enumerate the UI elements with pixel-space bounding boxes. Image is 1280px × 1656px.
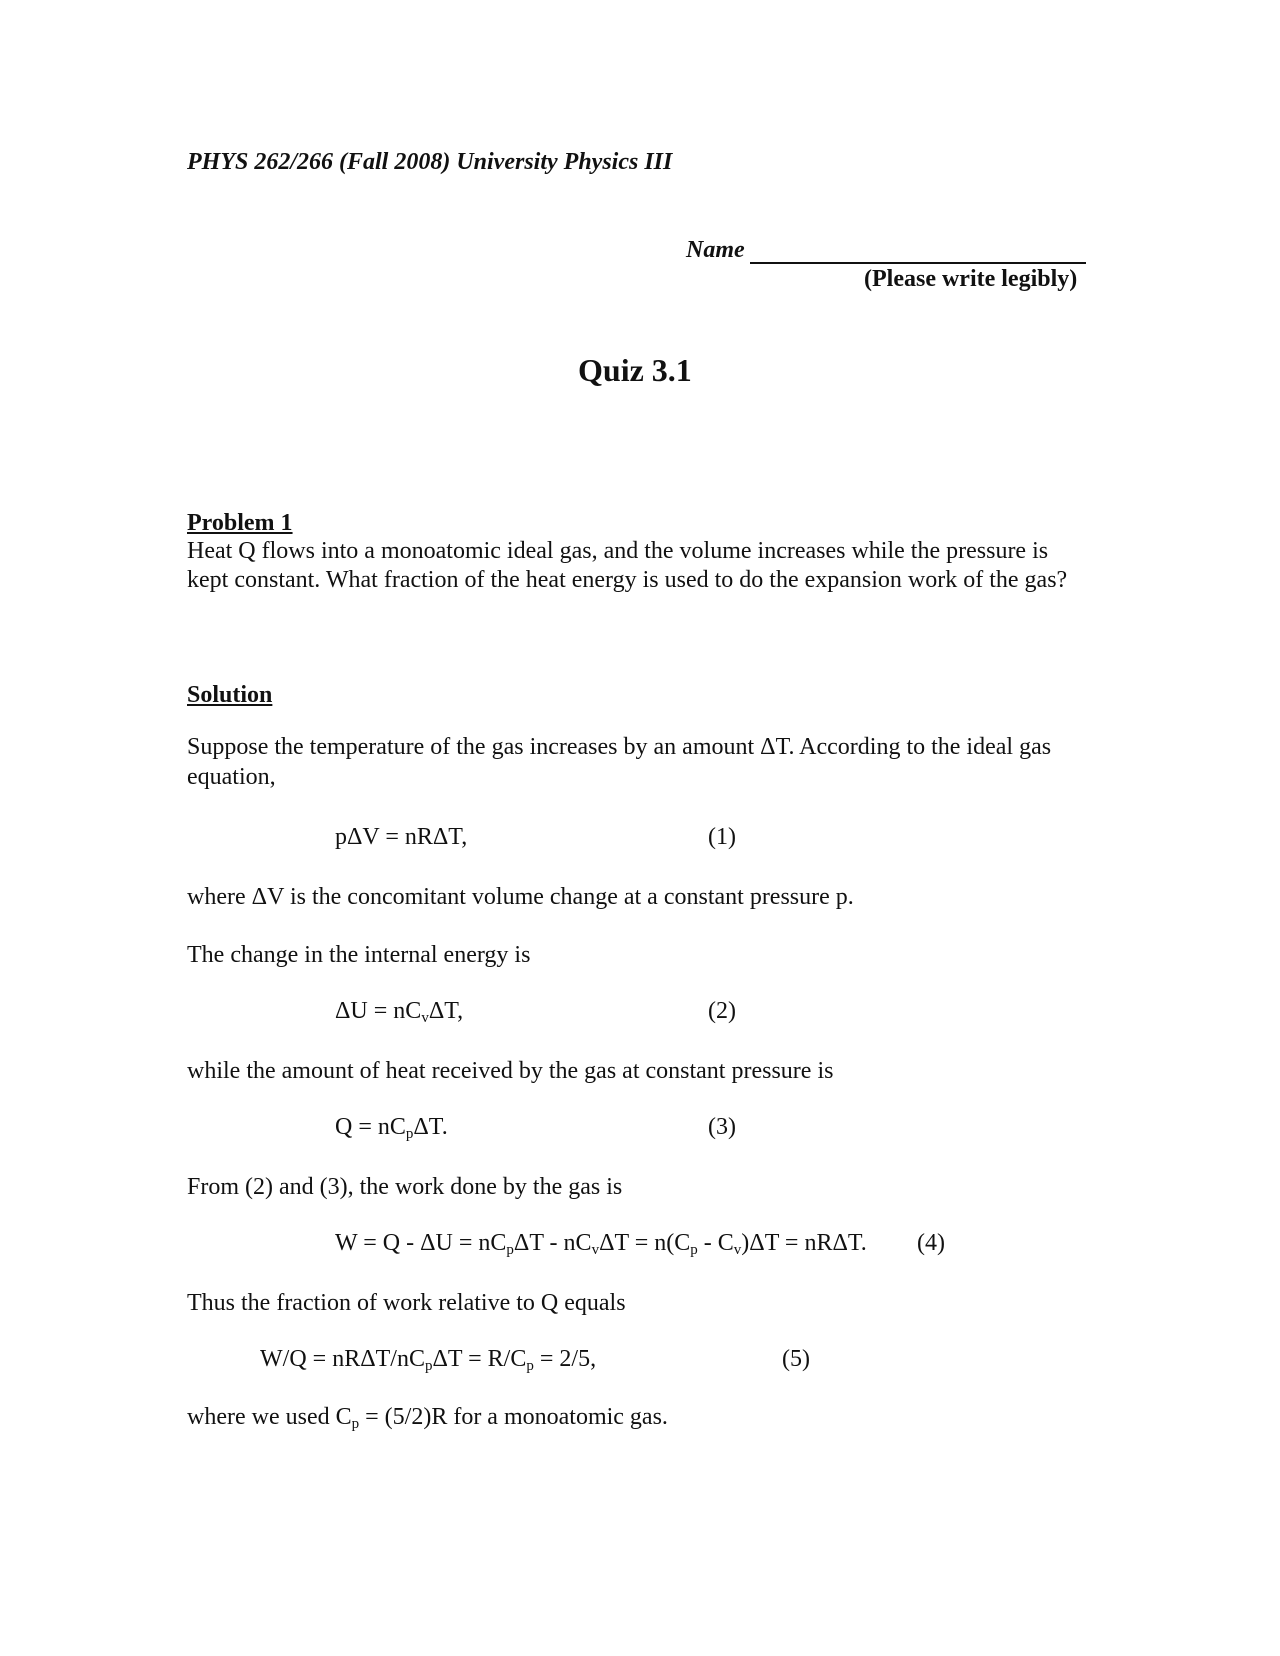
solution-paragraph-2: where ΔV is the concomitant volume change at a constant pressure p.	[187, 884, 854, 910]
problem-heading: Problem 1	[187, 510, 293, 536]
equation-3-number: (3)	[708, 1114, 736, 1140]
equation-2: $\Delta U = nC_v\Delta T$,	[335, 998, 464, 1026]
solution-paragraph-3: The change in the internal energy is	[187, 942, 531, 968]
legibly-note: (Please write legibly)	[864, 266, 1078, 292]
solution-paragraph-7: where we used $C_p = (5/2)R$ for a monoatomic gas.	[187, 1404, 668, 1432]
solution-paragraph-4: while the amount of heat received by the gas at constant pressure is	[187, 1058, 834, 1084]
solution-paragraph-1: Suppose the temperature of the gas increases by an amount ΔT. According to the ideal gas equation,	[187, 734, 1052, 790]
solution-paragraph-6: Thus the fraction of work relative to Q equals	[187, 1290, 626, 1316]
course-title: PHYS 262/266 (Fall 2008) University Physics III	[187, 149, 673, 175]
name-blank-line	[750, 262, 1086, 264]
equation-4: $W = Q - \Delta U = nC_p\Delta T - nC_v\Delta T = n(C_p - C_v)\Delta T = nR\Delta T$.	[335, 1230, 867, 1258]
name-label: Name	[686, 237, 745, 263]
equation-3: $Q = nC_p\Delta T$.	[335, 1114, 448, 1142]
problem-text: Heat Q flows into a monoatomic ideal gas, and the volume increases while the pressure is kept constant. What fraction of the heat energy is used to do the expansion work of the gas?	[187, 538, 1068, 593]
solution-paragraph-5: From (2) and (3), the work done by the gas is	[187, 1174, 623, 1200]
quiz-title: Quiz 3.1	[578, 352, 692, 388]
solution-heading: Solution	[187, 682, 273, 708]
equation-4-number: (4)	[917, 1230, 945, 1256]
equation-1-number: (1)	[708, 824, 736, 850]
equation-1: pΔV = nRΔT,	[335, 824, 468, 850]
equation-2-number: (2)	[708, 998, 736, 1024]
equation-5: W/Q = nRΔT/$nC_p\Delta T = R/C_p = 2/5$,	[260, 1346, 597, 1374]
equation-5-number: (5)	[782, 1346, 810, 1372]
